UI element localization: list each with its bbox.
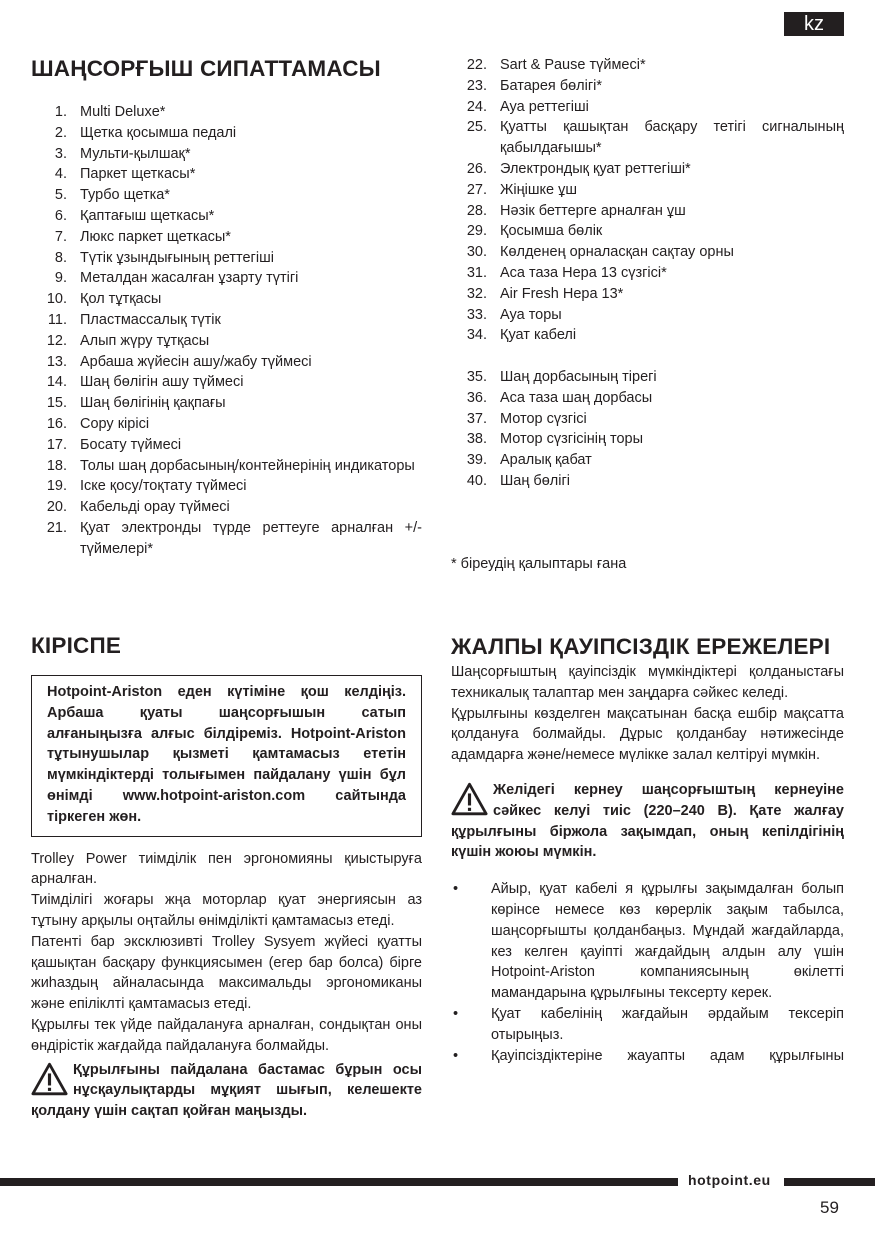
- item-label: Турбо щетка*: [80, 187, 170, 204]
- item-number: 24.: [466, 98, 487, 115]
- item-number: 38.: [466, 431, 487, 448]
- item-number: 16.: [46, 415, 67, 432]
- parts-list-left: [31, 102, 422, 560]
- item-number: 30.: [466, 244, 487, 261]
- item-number: 40.: [466, 472, 487, 489]
- item-number: 29.: [466, 223, 487, 240]
- intro-section: [31, 632, 422, 1122]
- item-number: 17.: [46, 436, 67, 453]
- brand-url: hotpoint.eu: [688, 1172, 771, 1188]
- item-label: Қол тұтқасы: [80, 291, 162, 308]
- intro-paragraph-3: Патенті бар эксклюзивті Trolley Sysyem жүйесі қуатты қашықтан басқару функциясымен (егер бар болса) бірге жиһаздың айналасында максимальды эргономиканы және епіліклті қамтамасыз етеді.: [31, 933, 422, 1013]
- item-number: 3.: [54, 145, 67, 162]
- item-number: 32.: [466, 285, 487, 302]
- description-title: ШАҢСОРҒЫШ СИПАТТАМАСЫ: [31, 56, 381, 81]
- list-item: [31, 497, 422, 518]
- list-item: [31, 476, 422, 497]
- item-label: Қуат кабелі: [500, 327, 577, 344]
- list-item: [451, 409, 844, 430]
- language-badge: kz: [784, 12, 844, 36]
- item-label: Аралық қабат: [500, 452, 592, 469]
- item-label: Қосымша бөлік: [500, 223, 603, 240]
- item-label: Босату түймесі: [80, 436, 182, 453]
- item-number: 19.: [46, 478, 67, 495]
- item-label: Толы шаң дорбасының/контейнерінің индикаторы: [80, 457, 415, 474]
- item-label: Ауа реттегіші: [500, 98, 589, 115]
- list-item: [31, 331, 422, 352]
- item-label: Түтік ұзындығының реттегіші: [80, 249, 274, 266]
- item-label: Арбаша жүйесін ашу/жабу түймесі: [80, 353, 312, 370]
- list-item: [451, 429, 844, 450]
- list-item: [31, 268, 422, 289]
- item-label: Нәзік беттерге арналған ұш: [500, 202, 686, 219]
- list-item: • Айыр, қуат кабелі я құрылғы зақымдалған болып көрінсе немесе көз көрерлік зақым табылса, шаңсорғышты қолданбаңыз. Мұндай жағдайларда, кез келген қауіпті жағдайдың алдын алу үшін Hotpoint-Ariston компаниясының өкілетті мамандарына құрылғыны тексерту керек.: [453, 881, 844, 1002]
- item-number: 20.: [46, 499, 67, 516]
- item-label: Мотор сүзгісінің торы: [500, 431, 644, 448]
- item-number: 37.: [466, 410, 487, 427]
- item-label: Multi Deluxe*: [80, 104, 166, 120]
- list-item: [31, 352, 422, 373]
- list-item: [451, 159, 844, 180]
- list-item: [31, 289, 422, 310]
- footnote: * біреудің қалыптары ғана: [451, 555, 627, 572]
- item-number: 23.: [466, 77, 487, 94]
- item-label: Люкс паркет щеткасы*: [80, 228, 231, 245]
- list-item: [451, 221, 844, 242]
- list-item: • Қауіпсіздіктеріне жауапты адам құрылғыны: [453, 1047, 844, 1064]
- list-item: [31, 518, 422, 560]
- item-number: 1.: [54, 104, 67, 120]
- list-item: [451, 97, 844, 118]
- item-number: 27.: [466, 181, 487, 198]
- item-label: Шаң бөлігі: [500, 472, 570, 489]
- item-label: Паркет щеткасы*: [80, 166, 196, 183]
- list-item: [451, 325, 844, 346]
- item-number: 10.: [46, 291, 67, 308]
- item-label: Sart & Pause түймесі*: [500, 57, 646, 73]
- item-number: 12.: [46, 332, 67, 349]
- warning-icon: [451, 782, 488, 816]
- list-item: [31, 393, 422, 414]
- item-number: 21.: [46, 519, 67, 536]
- list-item: [451, 367, 844, 388]
- page-number: 59: [820, 1198, 839, 1217]
- item-number: 39.: [466, 452, 487, 469]
- item-number: 26.: [466, 160, 487, 177]
- list-item: [451, 450, 844, 471]
- footer-bar-right: [784, 1178, 875, 1186]
- parts-list-right-a: [451, 55, 844, 346]
- item-number: 34.: [466, 327, 487, 344]
- footer-bar-left: [0, 1178, 678, 1186]
- item-label: Металдан жасалған ұзарту түтігі: [80, 270, 299, 287]
- intro-paragraph-4: Құрылғы тек үйде пайдалануға арналған, сондықтан оны өндірістік жағдайда пайдалануға болмайды.: [31, 1016, 422, 1054]
- list-item: [31, 310, 422, 331]
- item-number: 28.: [466, 202, 487, 219]
- intro-warning: [31, 1060, 422, 1122]
- list-item: [31, 144, 422, 165]
- list-item: [31, 102, 422, 123]
- safety-warning: [451, 780, 844, 863]
- item-label: Мотор сүзгісі: [500, 410, 587, 427]
- item-label: Іске қосу/тоқтату түймесі: [80, 478, 247, 495]
- list-item: [451, 388, 844, 409]
- item-label: Сору кірісі: [80, 415, 150, 432]
- list-item: [451, 305, 844, 326]
- list-item: [451, 242, 844, 263]
- item-number: 2.: [54, 124, 67, 141]
- item-label: Шаң дорбасының тірегі: [500, 368, 657, 385]
- item-label: Ауа торы: [500, 306, 562, 323]
- description-section: [31, 55, 422, 560]
- intro-title: КІРІСПЕ: [31, 633, 122, 658]
- item-number: 35.: [466, 368, 487, 385]
- item-label: Кабельді орау түймесі: [80, 499, 230, 516]
- item-number: 8.: [54, 249, 67, 266]
- list-item: [451, 55, 844, 76]
- item-number: 25.: [466, 119, 487, 136]
- list-item: [31, 372, 422, 393]
- item-number: 4.: [54, 166, 67, 183]
- list-item: [451, 263, 844, 284]
- welcome-text: Hotpoint-Ariston еден күтіміне қош келдіңіз. Арбаша қуаты шаңсорғышын сатып алғаныңызға алғыс білдіреміз. Hotpoint-Ariston тұтынушылар қызметі қамтамасыз ететін мүмкіндіктерді толығымен пайдалану үшін бұл өнімді www.hotpoint-ariston.com сайтында тіркеген жөн.: [47, 684, 406, 825]
- item-label: Алып жүру тұтқасы: [80, 332, 210, 349]
- warning-icon: [31, 1062, 68, 1096]
- list-item: [31, 227, 422, 248]
- item-number: 7.: [54, 228, 67, 245]
- list-item: [31, 206, 422, 227]
- item-number: 18.: [46, 457, 67, 474]
- item-number: 14.: [46, 374, 67, 391]
- list-item: [451, 180, 844, 201]
- item-label: Шаң бөлігін ашу түймесі: [80, 374, 244, 391]
- list-item: [451, 201, 844, 222]
- item-number: 36.: [466, 389, 487, 406]
- list-item: [31, 414, 422, 435]
- safety-title: ЖАЛПЫ ҚАУІПСІЗДІК ЕРЕЖЕЛЕРІ: [451, 634, 831, 659]
- item-label: Пластмассалық түтік: [80, 311, 221, 328]
- safety-section: [451, 632, 844, 1066]
- welcome-box: [31, 675, 422, 837]
- item-label: Электрондық қуат реттегіші*: [500, 160, 691, 177]
- intro-warning-text: Құрылғыны пайдалана бастамас бұрын осы нұсқаулықтарды мұқият шығып, келешекте қолдану үшін сақтап қойған маңызды.: [31, 1061, 422, 1120]
- item-label: Батарея бөлігі*: [500, 77, 603, 94]
- list-item: [31, 123, 422, 144]
- intro-paragraph-1: Trolley Power тиімділік пен эргономияны қиыстыруға арналған.: [31, 850, 422, 888]
- list-item: [31, 248, 422, 269]
- item-number: 13.: [46, 353, 67, 370]
- safety-bullets: [451, 879, 844, 1066]
- item-label: Қуатты қашықтан басқару тетігі сигналының қабылдағышы*: [500, 119, 844, 157]
- safety-warning-text: Желідегі кернеу шаңсорғыштың кернеуіне сәйкес келуі тиіс (220–240 В). Қате жалғау құрылғыны біржола зақымдап, оның кепілдігінің күшін жоюы мүмкін.: [451, 781, 844, 861]
- item-number: 9.: [54, 270, 67, 287]
- item-number: 11.: [47, 311, 67, 328]
- list-item: • Қуат кабелінің жағдайын әрдайым тексеріп отырыңыз.: [453, 1005, 844, 1043]
- list-item: [31, 456, 422, 477]
- item-label: Қаптағыш щеткасы*: [80, 207, 215, 224]
- item-number: 22.: [466, 57, 487, 73]
- item-label: Көлденең орналасқан сақтау орны: [500, 244, 734, 261]
- item-label: Аса таза Hepa 13 сүзгісі*: [500, 264, 667, 281]
- list-item: [31, 164, 422, 185]
- list-item: [451, 117, 844, 159]
- item-label: Жіңішке ұш: [500, 181, 577, 198]
- item-label: Аса таза шаң дорбасы: [500, 389, 653, 406]
- item-number: 33.: [466, 306, 487, 323]
- list-item: [451, 284, 844, 305]
- item-label: Air Fresh Hepa 13*: [500, 285, 624, 302]
- item-number: 5.: [54, 187, 67, 204]
- item-label: Қуат электронды түрде реттеуге арналған +/- түймелері*: [80, 519, 422, 557]
- list-item: [451, 76, 844, 97]
- item-label: Щетка қосымша педалі: [80, 124, 237, 141]
- parts-list-right-b: [451, 367, 844, 492]
- item-label: Мульти-қылшақ*: [80, 145, 191, 162]
- safety-paragraph-2: Құрылғыны көзделген мақсатынан басқа ешбір мақсатта қолдануға болмайды. Дұрыс қолданбау нәтижесінде адамдарға және/немесе мүлікке залал келтіруі мүмкін.: [451, 705, 844, 764]
- item-label: Шаң бөлігінің қақпағы: [80, 395, 226, 412]
- item-number: 15.: [46, 395, 67, 412]
- list-item: [451, 471, 844, 492]
- intro-paragraph-2: Тиімділігі жоғары жңа моторлар қуат энергиясын аз тұтыну арқылы оңтайлы өнімділікті қамтамасыз етеді.: [31, 892, 422, 929]
- parts-list-right: [451, 55, 844, 575]
- safety-paragraph-1: Шаңсорғыштың қауіпсіздік мүмкіндіктері қолданыстағы техникалық талаптар мен заңдарға сәйкес келеді.: [451, 664, 844, 701]
- list-item: [31, 435, 422, 456]
- list-item: [31, 185, 422, 206]
- item-number: 6.: [54, 207, 67, 224]
- item-number: 31.: [466, 264, 487, 281]
